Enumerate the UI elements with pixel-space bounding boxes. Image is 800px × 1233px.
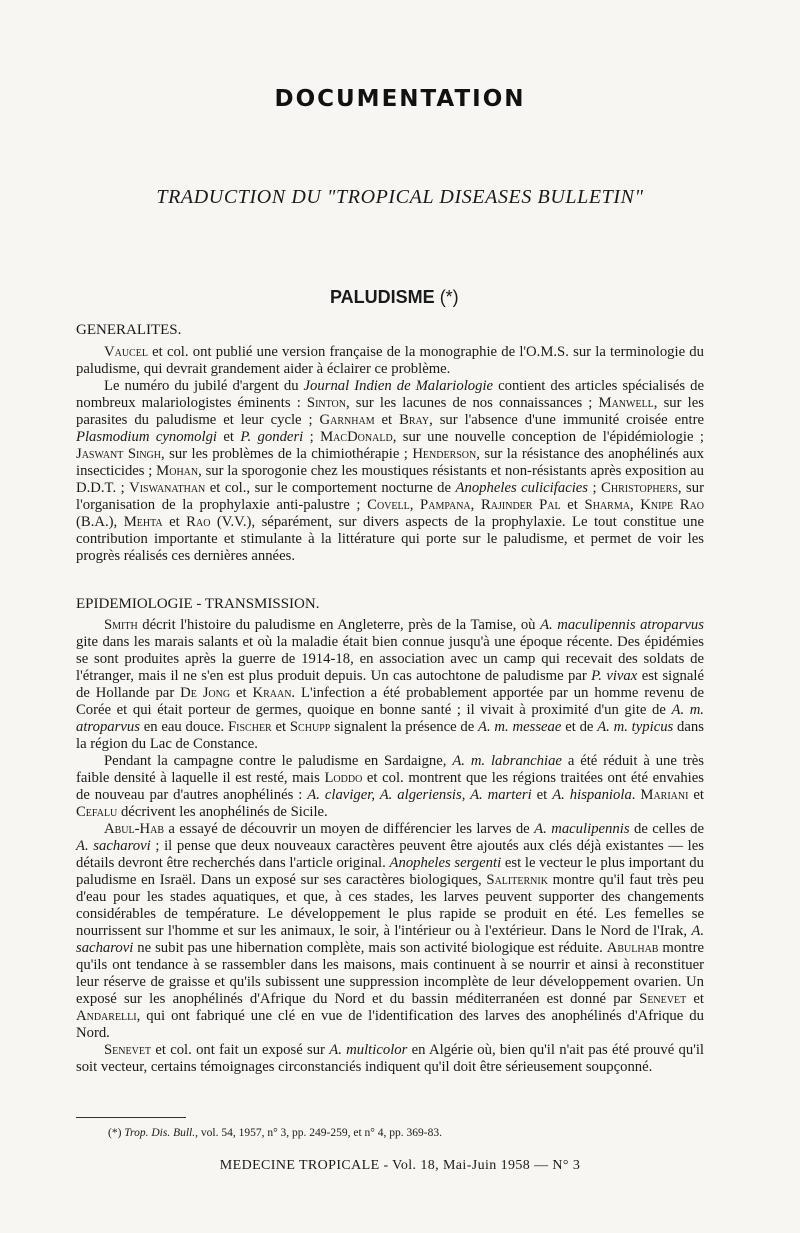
italic-text: A. multicolor — [329, 1042, 408, 1058]
text-run: , sur la sporogonie chez les moustiques résistants et non-résistants après exposition au D.D.T. ; — [76, 463, 704, 496]
text-run: ; il pense que deux nouveaux caractères peuvent être ajoutés aux clés déjà existantes — les détails devront être recherchés dans l'article original. — [76, 838, 704, 871]
author-name: Rao — [186, 514, 211, 530]
text-run: et — [531, 787, 553, 803]
footnote — [108, 1127, 442, 1139]
text-run: ; — [588, 480, 602, 496]
italic-text: A. maculipennis — [534, 821, 630, 837]
italic-text: A. m. atroparvus — [76, 702, 704, 735]
text-run: a essayé de découvrir un moyen de différencier les larves de — [164, 821, 535, 837]
author-name: Cefalu — [76, 804, 118, 820]
text-run: , sur une nouvelle conception de l'épidémiologie ; — [392, 429, 704, 445]
text-run: , sur l'organisation de la prophylaxie anti-palustre ; — [76, 480, 704, 513]
author-name: Abulhab — [606, 940, 659, 956]
text-run: contient des articles spécialisés de nombreux malariologistes éminents : — [76, 378, 704, 411]
italic-text: A. sacharovi — [76, 923, 704, 956]
text-run: et — [217, 429, 241, 445]
italic-text: Plasmodium cynomolgi — [76, 429, 218, 445]
title-footnote-marker: (*) — [439, 287, 459, 307]
text-run: , sur les lacunes de nos connaissances ; — [346, 395, 599, 411]
text-run: et col. montrent que les régions traitées ont été envahies de nouveau par d'autres anophélinés : — [76, 770, 704, 803]
author-name: Smith — [104, 617, 138, 633]
translation-title: TRADUCTION DU "TROPICAL DISEASES BULLETIN" — [156, 186, 644, 208]
text-run: et — [374, 412, 400, 428]
paragraph — [76, 821, 704, 1042]
italic-text: A. hispaniola — [552, 787, 632, 803]
text-run: . L'infection a été probablement apportée par un homme revenu de Corée et qui était porteur de germes, quoique en bonne santé ; il vivait à proximité d'un gite de — [76, 685, 704, 718]
text-run: et de — [561, 719, 598, 735]
text-run: et col. ont fait un exposé sur — [151, 1042, 330, 1058]
author-name: Mehta — [123, 514, 163, 530]
text-run: montre qu'il faut très peu d'eau pour les stades aquatiques, et que, à ces stades, les larves peuvent supporter des changements considérables de température. Le développement le plus rapide se produit en été. Les femelles se nourrissent sur l'homme et sur les animaux, le soir, à l'intérieur ou à l'extérieur. Dans le Nord de l'Irak, — [76, 872, 704, 939]
author-name: Bray — [399, 412, 430, 428]
author-name: Covell, Pampana, Rajinder Pal — [367, 497, 561, 513]
text-run: et — [686, 991, 704, 1007]
paragraph — [76, 378, 704, 565]
text-run: et — [688, 787, 705, 803]
italic-text: Anopheles sergenti — [389, 855, 502, 871]
text-run: dans la région du Lac de Constance. — [76, 719, 704, 752]
italic-text: P. vivax — [591, 668, 638, 684]
author-name: Saliternik — [486, 872, 548, 888]
text-run: et col. ont publié une version française de la monographie de l'O.M.S. sur la terminologie du paludisme, qui devrait grandement aider à éclairer ce problème. — [76, 344, 704, 377]
author-name: Jaswant Singh — [76, 446, 161, 462]
text-run: Pendant la campagne contre le paludisme en Sardaigne, — [104, 753, 453, 769]
text-run: , sur la résistance des anophélinés aux insecticides ; — [76, 446, 704, 479]
text-run: et — [560, 497, 585, 513]
text-run: et — [230, 685, 253, 701]
article-title-text: PALUDISME — [330, 287, 435, 307]
author-name: MacDonald — [320, 429, 393, 445]
author-name: Garnham — [319, 412, 375, 428]
author-name: Viswanathan — [129, 480, 206, 496]
italic-text: A. m. labranchiae — [452, 753, 562, 769]
author-name: Schupp — [289, 719, 331, 735]
author-name: Andarelli — [76, 1008, 137, 1024]
section-heading-epidemiologie: EPIDEMIOLOGIE - TRANSMISSION. — [76, 596, 320, 612]
text-run: (*) — [108, 1127, 125, 1139]
section-body-epidemiologie — [76, 617, 704, 1076]
text-run: a été réduit à une très faible densité à laquelle il est resté, mais — [76, 753, 704, 786]
paragraph — [76, 753, 704, 821]
paragraph — [76, 1042, 704, 1076]
text-run: (B.A.), — [76, 514, 124, 530]
text-run: Le numéro du jubilé d'argent du — [104, 378, 304, 394]
text-run: gite dans les marais salants et où la maladie était bien connue jusqu'à une époque récente. Des épidémies se sont produites après la guerre de 1914-18, en association avec un camp qui recevait des soldats de l'étranger, mais il ne s'en est plus produit depuis. Un cas autochtone de paludisme par — [76, 634, 704, 684]
author-name: Abul-Hab — [104, 821, 164, 837]
text-run: de celles de — [629, 821, 704, 837]
italic-text: A. m. messeae — [478, 719, 562, 735]
author-name: Mohan — [156, 463, 199, 479]
text-run: décrivent les anophélinés de Sicile. — [117, 804, 328, 820]
italic-text: A. claviger, A. algeriensis, A. marteri — [307, 787, 532, 803]
text-run: ne subit pas une hibernation complète, mais son activité biologique est réduite. — [133, 940, 607, 956]
text-run: (V.V.), séparément, sur divers aspects de la prophylaxie. Le tout constitue une contribution importante et stimulante à la littérature qui porte sur le paludisme, et permet de voir les progrès réalisés ces dernières années. — [76, 514, 705, 564]
italic-text: A. m. typicus — [597, 719, 674, 735]
section-heading-generalites: GENERALITES. — [76, 322, 182, 338]
text-run: signalent la présence de — [330, 719, 479, 735]
author-name: Vaucel — [104, 344, 148, 360]
author-name: Manwell — [598, 395, 654, 411]
text-run: . — [631, 787, 641, 803]
author-name: De Jong — [180, 685, 231, 701]
article-title — [330, 287, 459, 308]
paragraph — [76, 344, 704, 378]
italic-text: P. gonderi — [240, 429, 304, 445]
text-run: décrit l'histoire du paludisme en Angleterre, près de la Tamise, où — [137, 617, 541, 633]
italic-text: Trop. Dis. Bull. — [124, 1127, 196, 1139]
text-run: en eau douce. — [139, 719, 228, 735]
author-name: Kraan — [252, 685, 292, 701]
text-run: , qui ont fabriqué une clé en vue de l'identification des larves des anophélinés d'Afrique du Nord. — [76, 1008, 704, 1041]
author-name: Christophers — [601, 480, 678, 496]
text-run: , sur les problèmes de la chimiothérapie ; — [161, 446, 413, 462]
text-run: , vol. 54, 1957, n° 3, pp. 249-259, et n° 4, pp. 369-83. — [195, 1127, 442, 1139]
text-run: montre qu'ils ont tendance à se rassembler dans les maisons, mais continuent à se nourrir et ainsi à reconstituer leur réserve de graisse et qu'ils subissent une suppression incomplète de leur développement ovarien. Un exposé sur les anophélinés d'Afrique du Nord et du bassin méditerranéen est donné par — [76, 940, 704, 1007]
section-body-generalites — [76, 344, 704, 565]
italic-text: A. sacharovi — [76, 838, 151, 854]
author-name: Sharma, Knipe Rao — [584, 497, 705, 513]
author-name: Loddo — [324, 770, 363, 786]
italic-text: Anopheles culicifacies — [455, 480, 589, 496]
text-run: est le vecteur le plus important du paludisme en Israël. Dans un exposé sur ses caractères biologiques, — [76, 855, 704, 888]
author-name: Senevet — [104, 1042, 152, 1058]
text-run: ; — [303, 429, 321, 445]
text-run: et — [162, 514, 187, 530]
text-run: et — [271, 719, 290, 735]
section-banner: DOCUMENTATION — [274, 86, 526, 112]
author-name: Henderson — [412, 446, 477, 462]
author-name: Sinton — [306, 395, 346, 411]
author-name: Fischer — [228, 719, 272, 735]
author-name: Senevet — [639, 991, 687, 1007]
italic-text: A. maculipennis atroparvus — [540, 617, 704, 633]
text-run: et col., sur le comportement nocturne de — [205, 480, 456, 496]
journal-footer: MEDECINE TROPICALE - Vol. 18, Mai-Juin 1958 — N° 3 — [219, 1158, 581, 1173]
text-run: est signalé de Hollande par — [76, 668, 704, 701]
text-run: , sur les parasites du paludisme et leur cycle ; — [76, 395, 704, 428]
text-run: , sur l'absence d'une immunité croisée entre — [429, 412, 704, 428]
author-name: Mariani — [640, 787, 689, 803]
paragraph — [76, 617, 704, 753]
text-run: en Algérie où, bien qu'il n'ait pas été prouvé qu'il soit vecteur, certains témoignages circonstanciés indiquent qu'il doit être sérieusement soupçonné. — [76, 1042, 704, 1075]
italic-text: Journal Indien de Malariologie — [303, 378, 494, 394]
footnote-divider — [76, 1117, 186, 1118]
